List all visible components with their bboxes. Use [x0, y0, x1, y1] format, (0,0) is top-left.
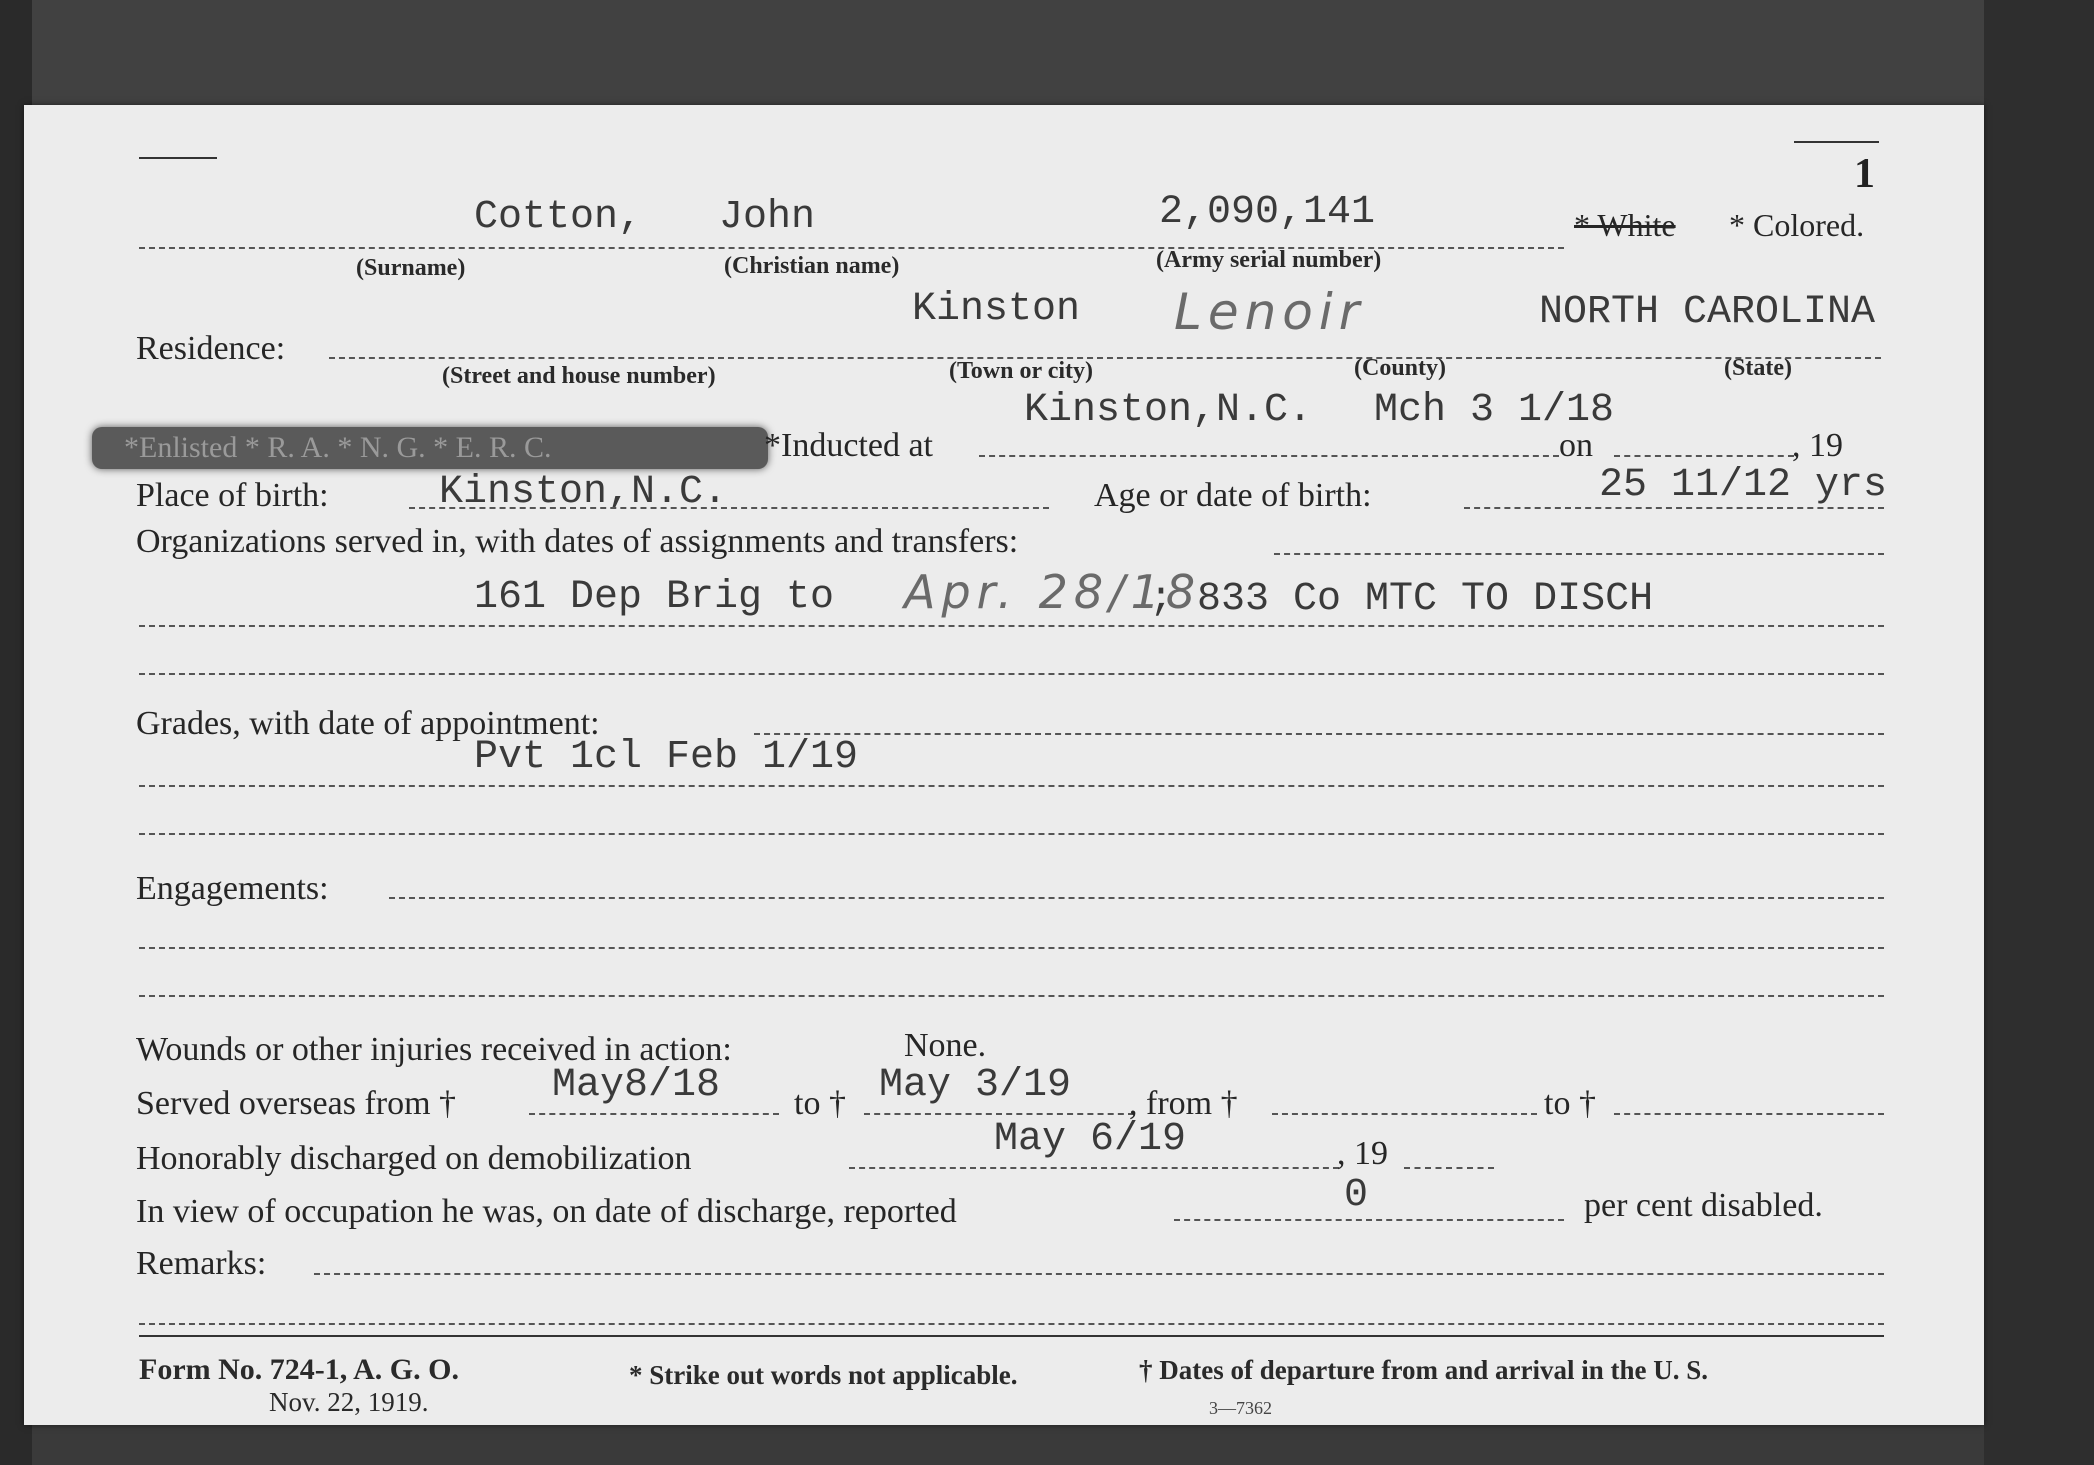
residence-line: [329, 357, 1881, 359]
christian-name-caption: (Christian name): [724, 253, 900, 279]
overseas-to-line: [864, 1113, 1134, 1115]
engagements-line-1: [389, 897, 1884, 899]
top-right-rule: [1794, 141, 1879, 143]
form-number: Form No. 724-1, A. G. O.: [139, 1353, 459, 1386]
age-line: [1464, 507, 1884, 509]
place-of-birth-line: [409, 507, 1049, 509]
grades-label-line: [754, 733, 1884, 735]
residence-county-value: Lenoir: [1174, 283, 1366, 341]
induction-date-value: Mch 3 1/18: [1374, 388, 1615, 433]
disability-line: [1174, 1219, 1564, 1221]
engagements-line-3: [139, 995, 1884, 997]
serial-number-caption: (Army serial number): [1156, 247, 1382, 273]
surname-value: Cotton,: [474, 195, 643, 240]
grades-value: Pvt 1cl Feb 1/19: [474, 735, 859, 780]
christian-name-value: John: [719, 195, 816, 240]
service-record-card: [24, 105, 1984, 1425]
remarks-line-1: [314, 1273, 1884, 1275]
race-white-option: * White: [1574, 207, 1676, 243]
residence-state-value: NORTH CAROLINA: [1539, 290, 1876, 335]
state-caption: (State): [1724, 355, 1792, 381]
wounds-label: Wounds or other injuries received in action:: [136, 1031, 732, 1068]
grades-label: Grades, with date of appointment:: [136, 705, 600, 742]
remarks-label: Remarks:: [136, 1245, 267, 1282]
induction-on-label: on: [1559, 427, 1593, 464]
induction-year-label: , 19: [1792, 427, 1843, 464]
organizations-line-2: [139, 673, 1884, 675]
wounds-value: None.: [904, 1027, 987, 1064]
strike-out-note: * Strike out words not applicable.: [629, 1360, 1018, 1390]
discharge-date-value: May 6/19: [994, 1117, 1187, 1162]
overseas-from2-label: , from †: [1129, 1085, 1238, 1122]
organizations-line-1: [139, 625, 1884, 627]
town-caption: (Town or city): [949, 358, 1093, 384]
card-number: 1: [1854, 151, 1875, 197]
grades-line-1: [139, 785, 1884, 787]
county-caption: (County): [1354, 355, 1447, 381]
organizations-label: Organizations served in, with dates of assignments and transfers:: [136, 523, 1019, 560]
form-date: Nov. 22, 1919.: [269, 1387, 429, 1417]
engagements-label: Engagements:: [136, 870, 329, 907]
overseas-from2-line: [1272, 1113, 1537, 1115]
engagements-line-2: [139, 947, 1884, 949]
served-overseas-label: Served overseas from †: [136, 1085, 457, 1122]
serial-number-value: 2,090,141: [1159, 190, 1376, 235]
disability-value: 0: [1344, 1173, 1369, 1218]
residence-label: Residence:: [136, 330, 286, 367]
age-value: 25 11/12 yrs: [1599, 463, 1888, 508]
organizations-label-line: [1274, 553, 1884, 555]
organizations-entry-part1: 161 Dep Brig to: [474, 575, 835, 620]
disability-suffix: per cent disabled.: [1584, 1187, 1823, 1224]
remarks-line-2: [139, 1323, 1884, 1325]
print-code: 3—7362: [1209, 1398, 1272, 1418]
discharge-line: [849, 1167, 1339, 1169]
departure-dates-note: † Dates of departure from and arrival in the U. S.: [1139, 1355, 1708, 1385]
overseas-from-value: May8/18: [552, 1063, 721, 1108]
scanner-background-right: [1984, 0, 2094, 1465]
overseas-to-label: to †: [794, 1085, 846, 1122]
discharge-year-label: , 19: [1337, 1135, 1388, 1172]
induction-place-value: Kinston,N.C.: [1024, 388, 1313, 433]
residence-town-value: Kinston: [912, 287, 1081, 332]
overseas-to-value: May 3/19: [879, 1063, 1072, 1108]
overseas-to2-label: to †: [1544, 1085, 1596, 1122]
organizations-entry-part2: ; 833 Co MTC TO DISCH: [1149, 577, 1654, 622]
inducted-at-line: [979, 455, 1559, 457]
overseas-to2-line: [1614, 1113, 1884, 1115]
footer-rule: [139, 1335, 1884, 1337]
surname-caption: (Surname): [356, 255, 466, 281]
street-caption: (Street and house number): [442, 363, 716, 389]
place-of-birth-label: Place of birth:: [136, 477, 329, 514]
scanner-background-top: [0, 0, 2094, 110]
grades-line-2: [139, 833, 1884, 835]
age-label: Age or date of birth:: [1094, 477, 1372, 514]
place-of-birth-value: Kinston,N.C.: [439, 470, 728, 515]
organizations-handwritten-date: Apr. 28/18: [904, 565, 1202, 619]
induction-date-line: [1614, 455, 1794, 457]
race-colored-option: * Colored.: [1729, 207, 1865, 243]
discharge-label: Honorably discharged on demobilization: [136, 1140, 692, 1177]
redacted-enlistment-options: *Enlisted * R. A. * N. G. * E. R. C.: [124, 431, 552, 464]
top-left-rule: [139, 157, 217, 159]
inducted-at-label: *Inducted at: [764, 427, 933, 464]
discharge-year-line: [1404, 1167, 1494, 1169]
overseas-from-line: [529, 1113, 779, 1115]
disability-label: In view of occupation he was, on date of discharge, reported: [136, 1193, 957, 1230]
